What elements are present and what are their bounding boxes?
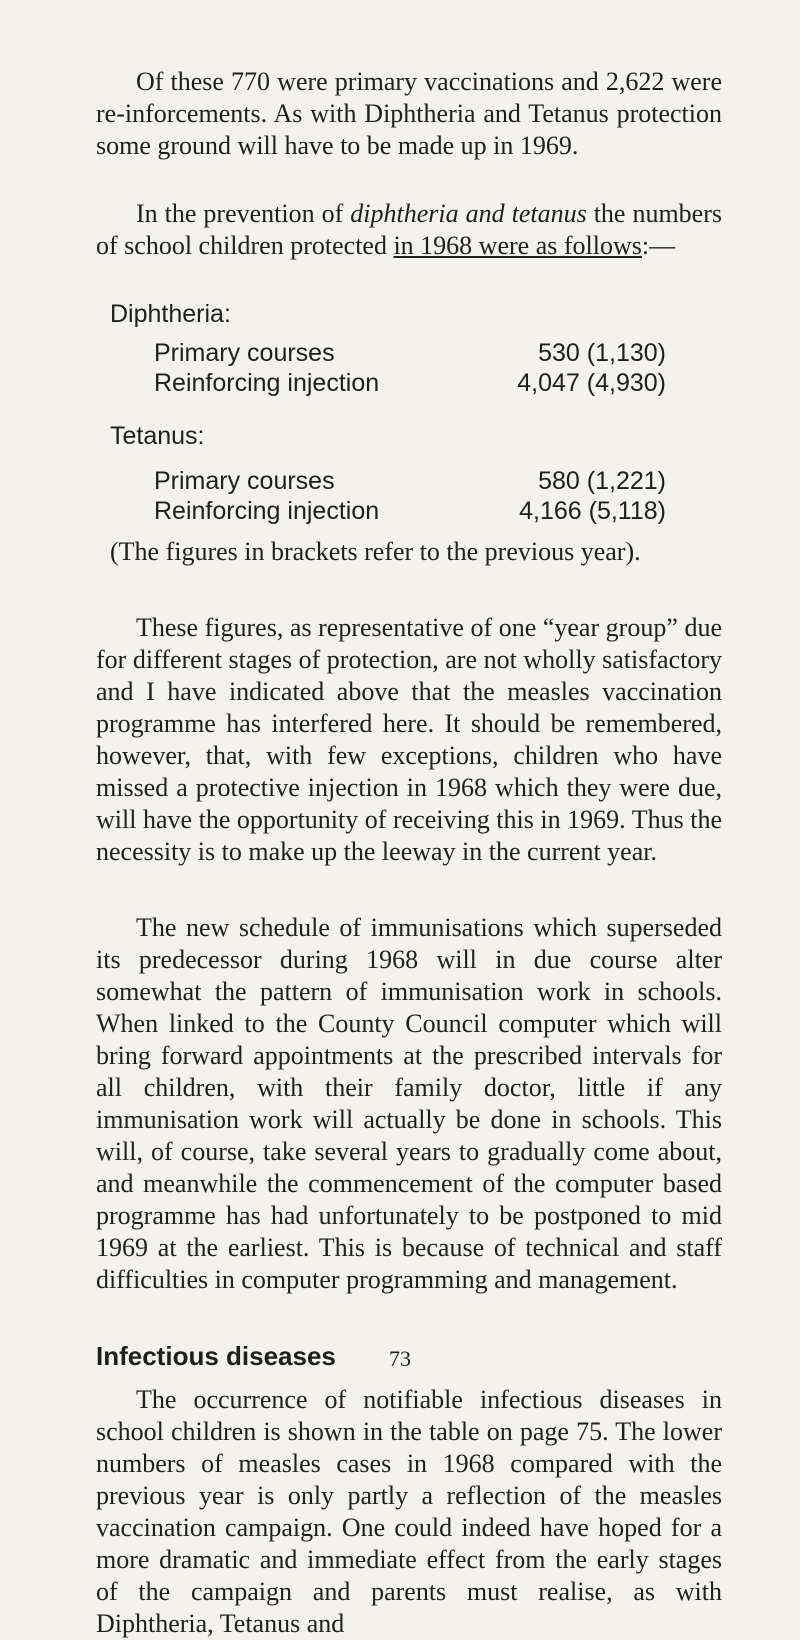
intro-underlined: in 1968 were as follows (393, 231, 642, 260)
paragraph-new-schedule: The new schedule of immunisations which superseded its predecessor during 1968 will in due course alter somewhat the pattern of immunisation work in schools. When linked to the County Council computer which will bring forward appointments at the prescribed intervals for all children, with their family doctor, little if any immunisation work will actually be done in schools. This will, of course, take several years to gradually come about, and meanwhile the commencement of the computer based programme has had unfortunately to be postponed to mid 1969 at the earliest. This is because of technical and staff difficulties in computer programming and management. (96, 913, 722, 1294)
row-label: Reinforcing injection (154, 369, 380, 397)
table-row (154, 496, 666, 526)
intro-emphasis: diphtheria and tetanus (350, 199, 587, 228)
intro-text-after: :— (641, 231, 676, 260)
diphtheria-heading: Diphtheria: (110, 300, 231, 328)
table-row (154, 368, 666, 398)
diphtheria-table (110, 298, 722, 398)
paragraph-infectious-diseases: The occurrence of notifiable infectious diseases in school children is shown in the table on page 75. The lower numbers of measles cases in 1968 compared with the previous year is only partly a reflection of the measles vaccination campaign. One could indeed have hoped for a more dramatic and immediate effect from the early stages of the campaign and parents must realise, as with Diphtheria, Tetanus and (96, 1385, 722, 1638)
paragraph-year-group: These figures, as representative of one “year group” due for different stages of protection, are not wholly satisfactory and I have indicated above that the measles vaccination programme has interfered here. It should be remembered, however, that, with few exceptions, children who have missed a protective injection in 1968 which they were due, will have the opportunity of receiving this in 1969. Thus the necessity is to make up the leeway in the current year. (96, 613, 722, 866)
intro-text-middle: the numbers of school children protected (96, 199, 723, 260)
row-label: Reinforcing injection (154, 497, 380, 525)
page-number: 73 (389, 1346, 411, 1371)
row-value: 530 (1,130) (538, 339, 666, 367)
row-value: 4,166 (5,118) (519, 497, 666, 525)
row-value: 580 (1,221) (538, 467, 666, 495)
paragraph-measles-vaccinations: Of these 770 were primary vaccinations and 2,622 were re-inforcements. As with Diphtheria and Tetanus protection some ground will have to be made up in 1969. (96, 67, 722, 160)
row-label: Primary courses (154, 339, 335, 367)
intro-text-before: In the prevention of (136, 199, 351, 228)
section-heading-infectious-diseases: Infectious diseases (96, 1341, 336, 1371)
tetanus-heading: Tetanus: (110, 422, 205, 450)
table-row (154, 466, 666, 496)
paragraph-protection-intro (96, 198, 722, 262)
table-row (154, 338, 666, 368)
row-value: 4,047 (4,930) (517, 369, 666, 397)
bracket-note: (The figures in brackets refer to the previous year). (110, 537, 641, 566)
row-label: Primary courses (154, 467, 335, 495)
tetanus-table (110, 420, 722, 526)
